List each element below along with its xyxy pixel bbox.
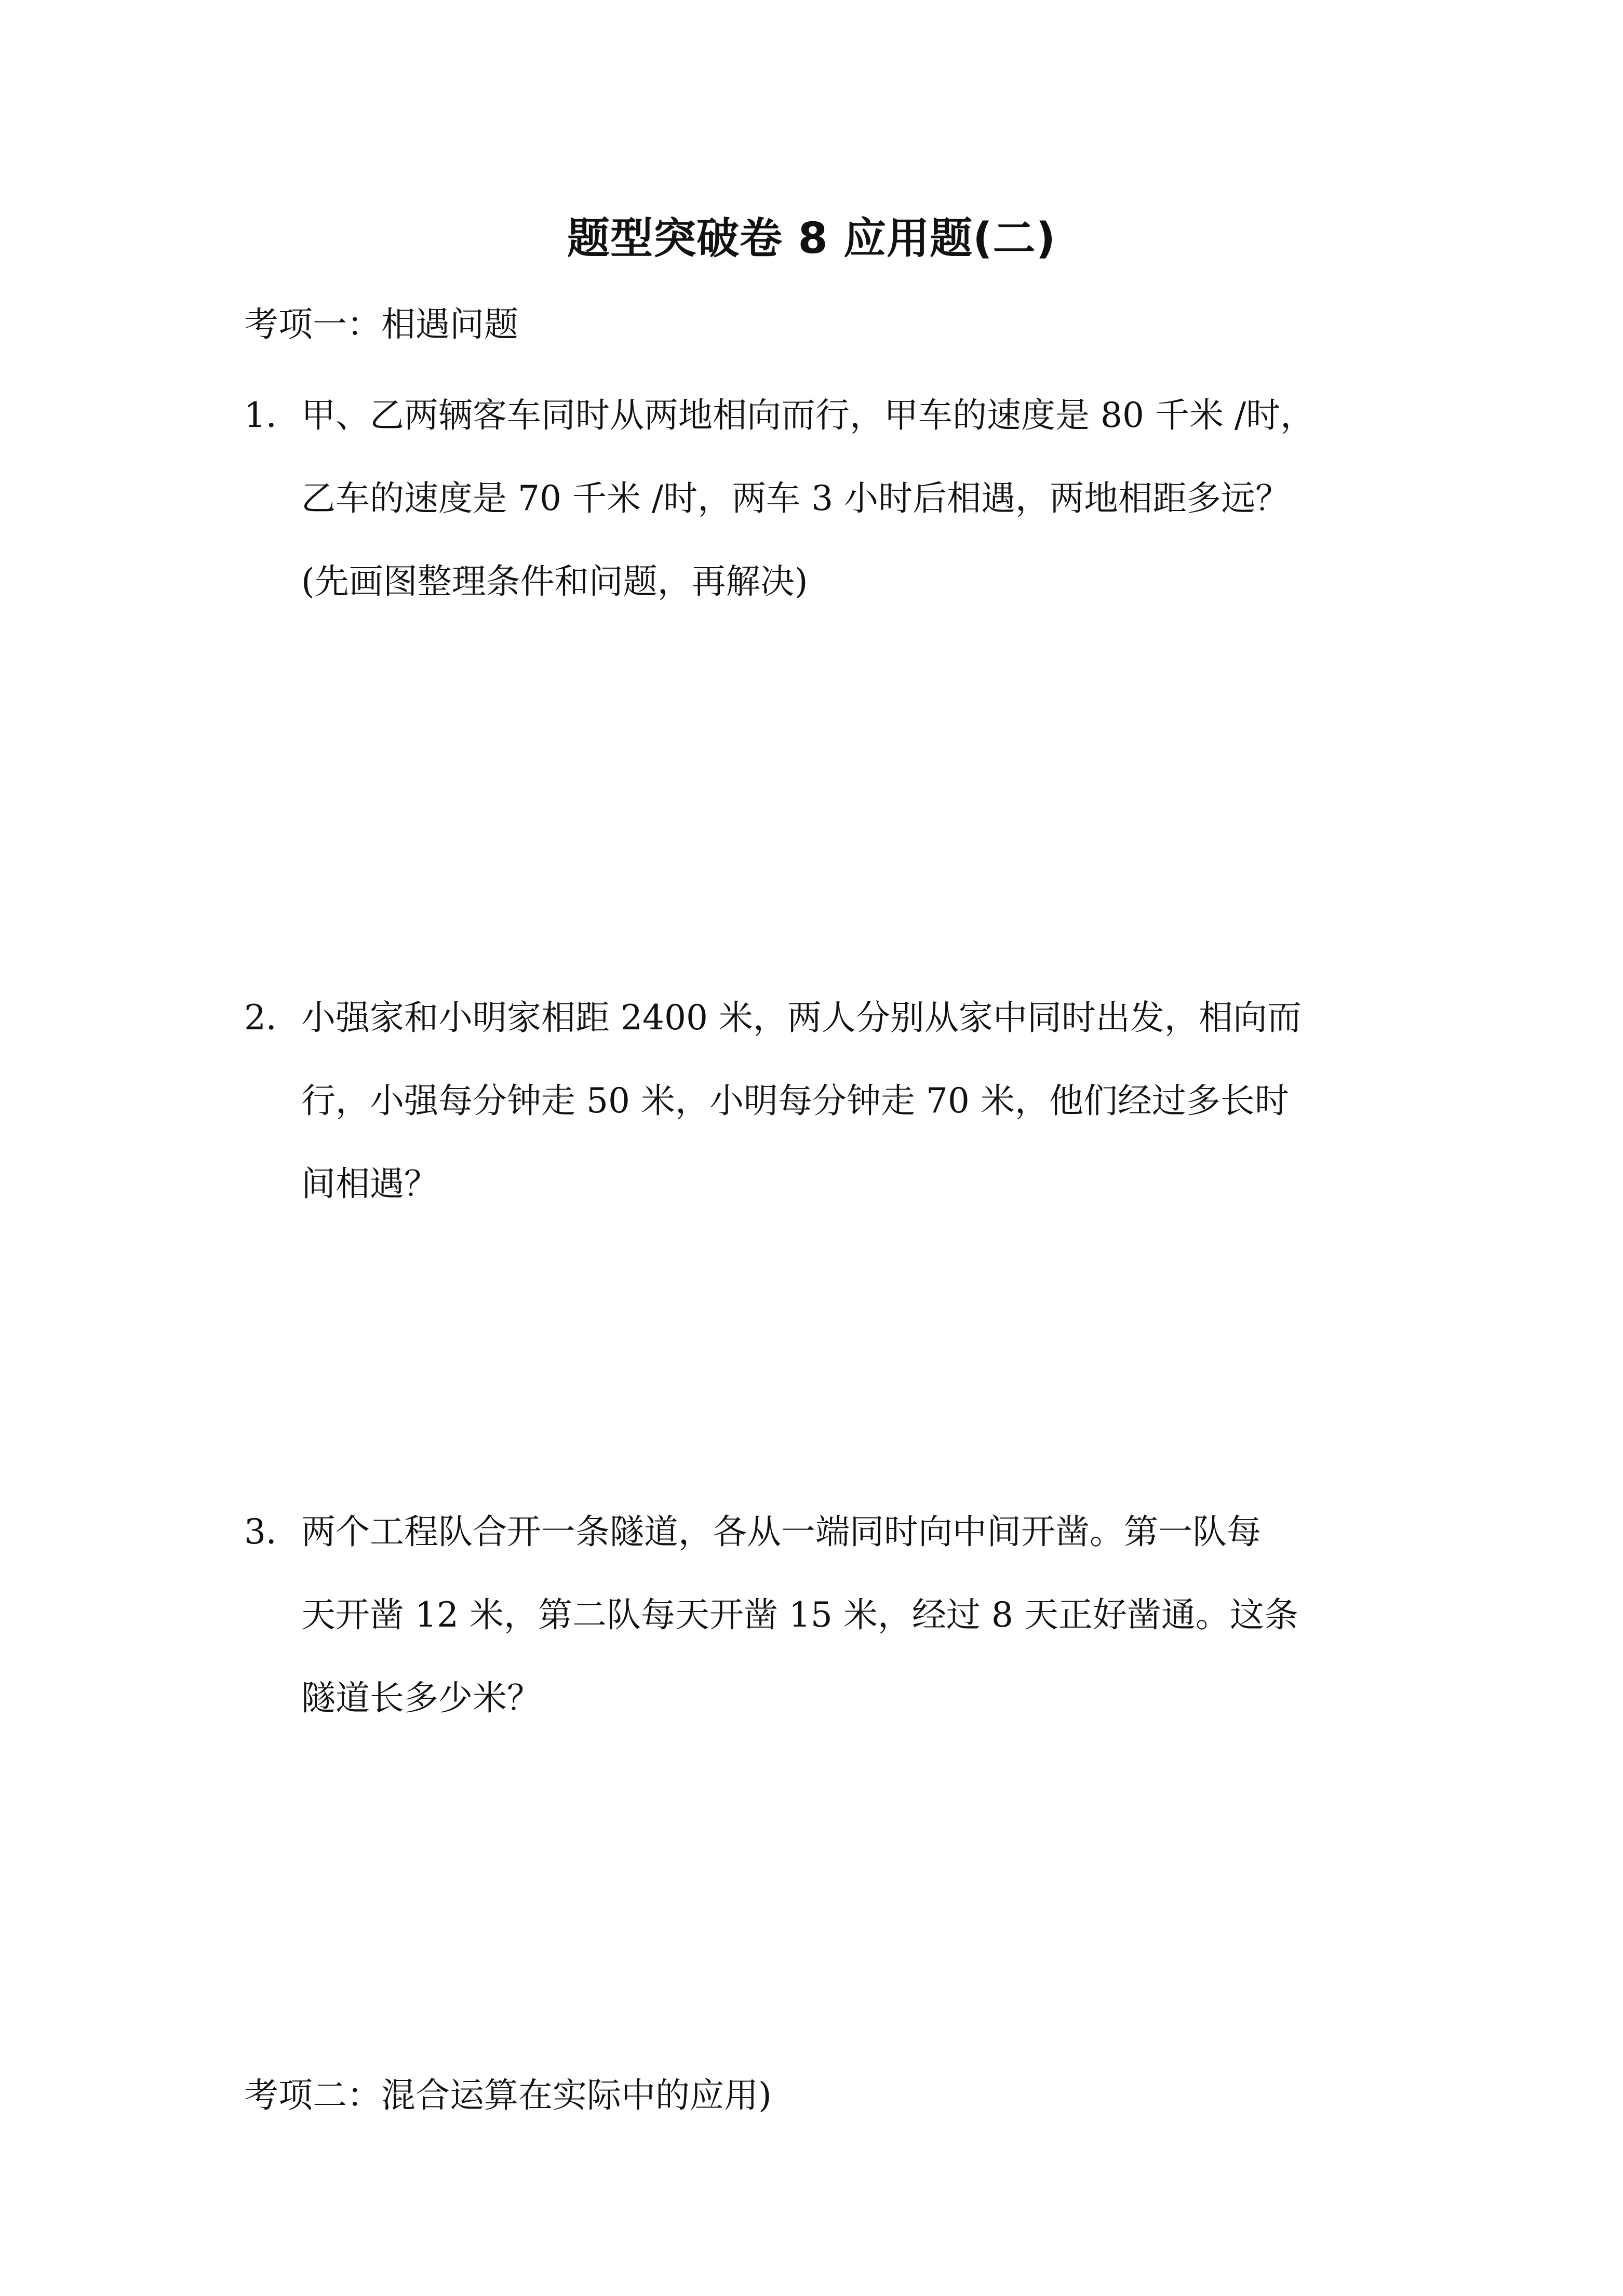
question-1 — [244, 374, 1387, 623]
question-2 — [244, 976, 1387, 1226]
question-text-line: 乙车的速度是 70 千米 /时，两车 3 小时后相遇，两地相距多远？ — [301, 478, 1290, 518]
question-number: 1． — [244, 395, 300, 435]
question-number: 2． — [244, 998, 300, 1038]
question-3 — [244, 1491, 1387, 1740]
question-text-line: 隧道长多少米？ — [301, 1678, 541, 1718]
question-text-line: (先画图整理条件和问题，再解决) — [301, 561, 808, 601]
question-text-line: 甲、乙两辆客车同时从两地相向而行，甲车的速度是 80 千米 /时， — [301, 395, 1315, 435]
question-text-line: 间相遇？ — [301, 1164, 438, 1204]
page-title: 题型突破卷 8 应用题(二) — [567, 214, 1056, 263]
section-heading-1: 考项一：相遇问题 — [244, 304, 518, 344]
question-text-line: 两个工程队合开一条隧道，各从一端同时向中间开凿。第一队每 — [301, 1512, 1261, 1552]
question-text-line: 小强家和小明家相距 2400 米，两人分别从家中同时出发，相向而 — [301, 998, 1302, 1038]
question-number: 3． — [244, 1512, 300, 1552]
question-text-line: 天开凿 12 米，第二队每天开凿 15 米，经过 8 天正好凿通。这条 — [301, 1595, 1298, 1635]
question-text-line: 行，小强每分钟走 50 米，小明每分钟走 70 米，他们经过多长时 — [301, 1081, 1289, 1121]
section-heading-2: 考项二：混合运算在实际中的应用) — [244, 2075, 772, 2115]
